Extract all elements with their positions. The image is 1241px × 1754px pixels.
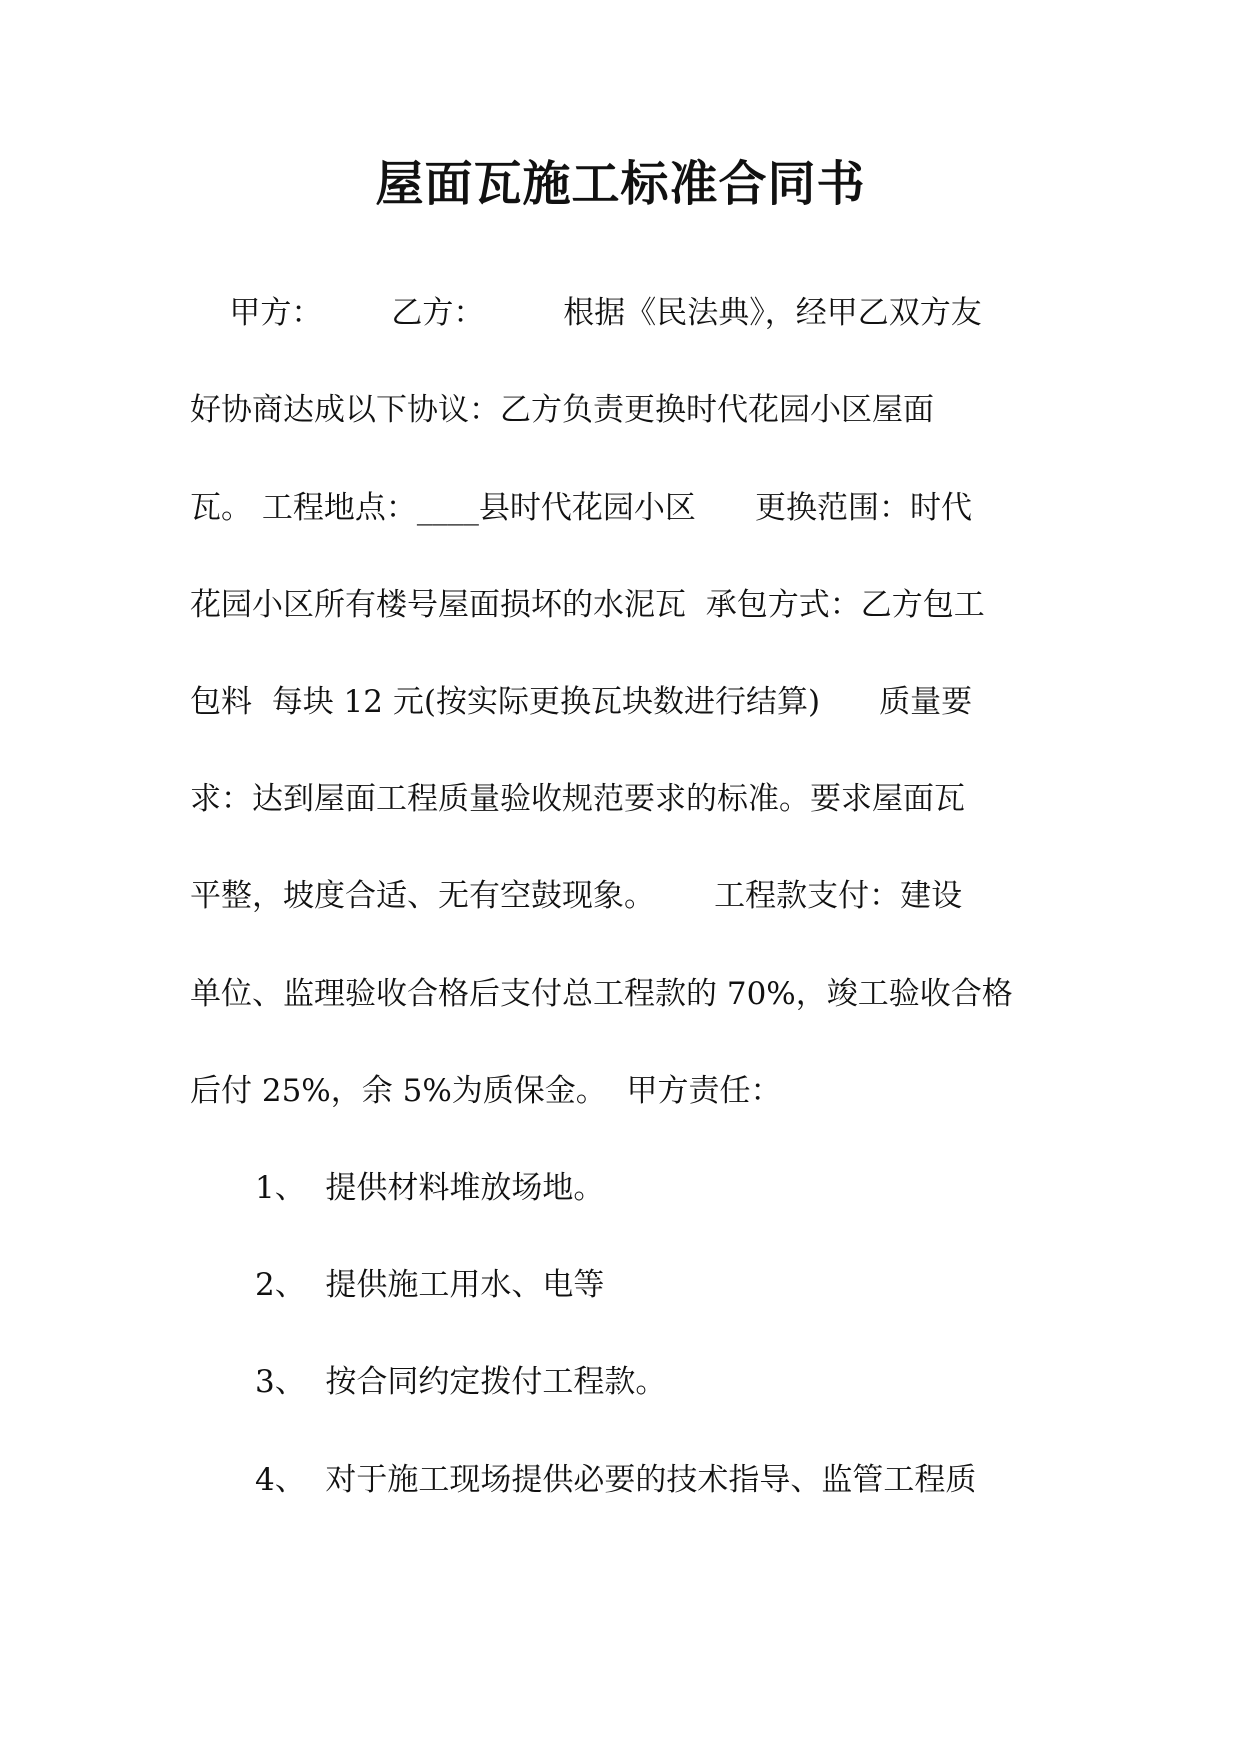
paragraph-line-5: 包料 每块 12 元(按实际更换瓦块数进行结算) 质量要	[190, 684, 973, 720]
paragraph-line-6: 求：达到屋面工程质量验收规范要求的标准。要求屋面瓦	[190, 781, 965, 817]
paragraph-line-1: 甲方： 乙方： 根据《民法典》，经甲乙双方友	[190, 295, 982, 331]
list-item-3: 3、 按合同约定拨付工程款。	[255, 1364, 667, 1400]
paragraph-line-2: 好协商达成以下协议：乙方负责更换时代花园小区屋面	[190, 392, 934, 428]
paragraph-line-7: 平整，坡度合适、无有空鼓现象。 工程款支付：建设	[190, 878, 963, 914]
document-title: 屋面瓦施工标准合同书	[375, 156, 866, 212]
list-item-4: 4、 对于施工现场提供必要的技术指导、监管工程质	[255, 1462, 977, 1498]
paragraph-line-3: 瓦。 工程地点：____县时代花园小区 更换范围：时代	[190, 490, 972, 526]
paragraph-line-9: 后付 25%，余 5%为质保金。 甲方责任：	[190, 1073, 782, 1109]
paragraph-line-4: 花园小区所有楼号屋面损坏的水泥瓦 承包方式：乙方包工	[190, 587, 985, 623]
paragraph-line-8: 单位、监理验收合格后支付总工程款的 70%，竣工验收合格	[190, 976, 1013, 1012]
list-item-1: 1、 提供材料堆放场地。	[255, 1170, 605, 1206]
list-item-2: 2、 提供施工用水、电等	[255, 1267, 605, 1303]
